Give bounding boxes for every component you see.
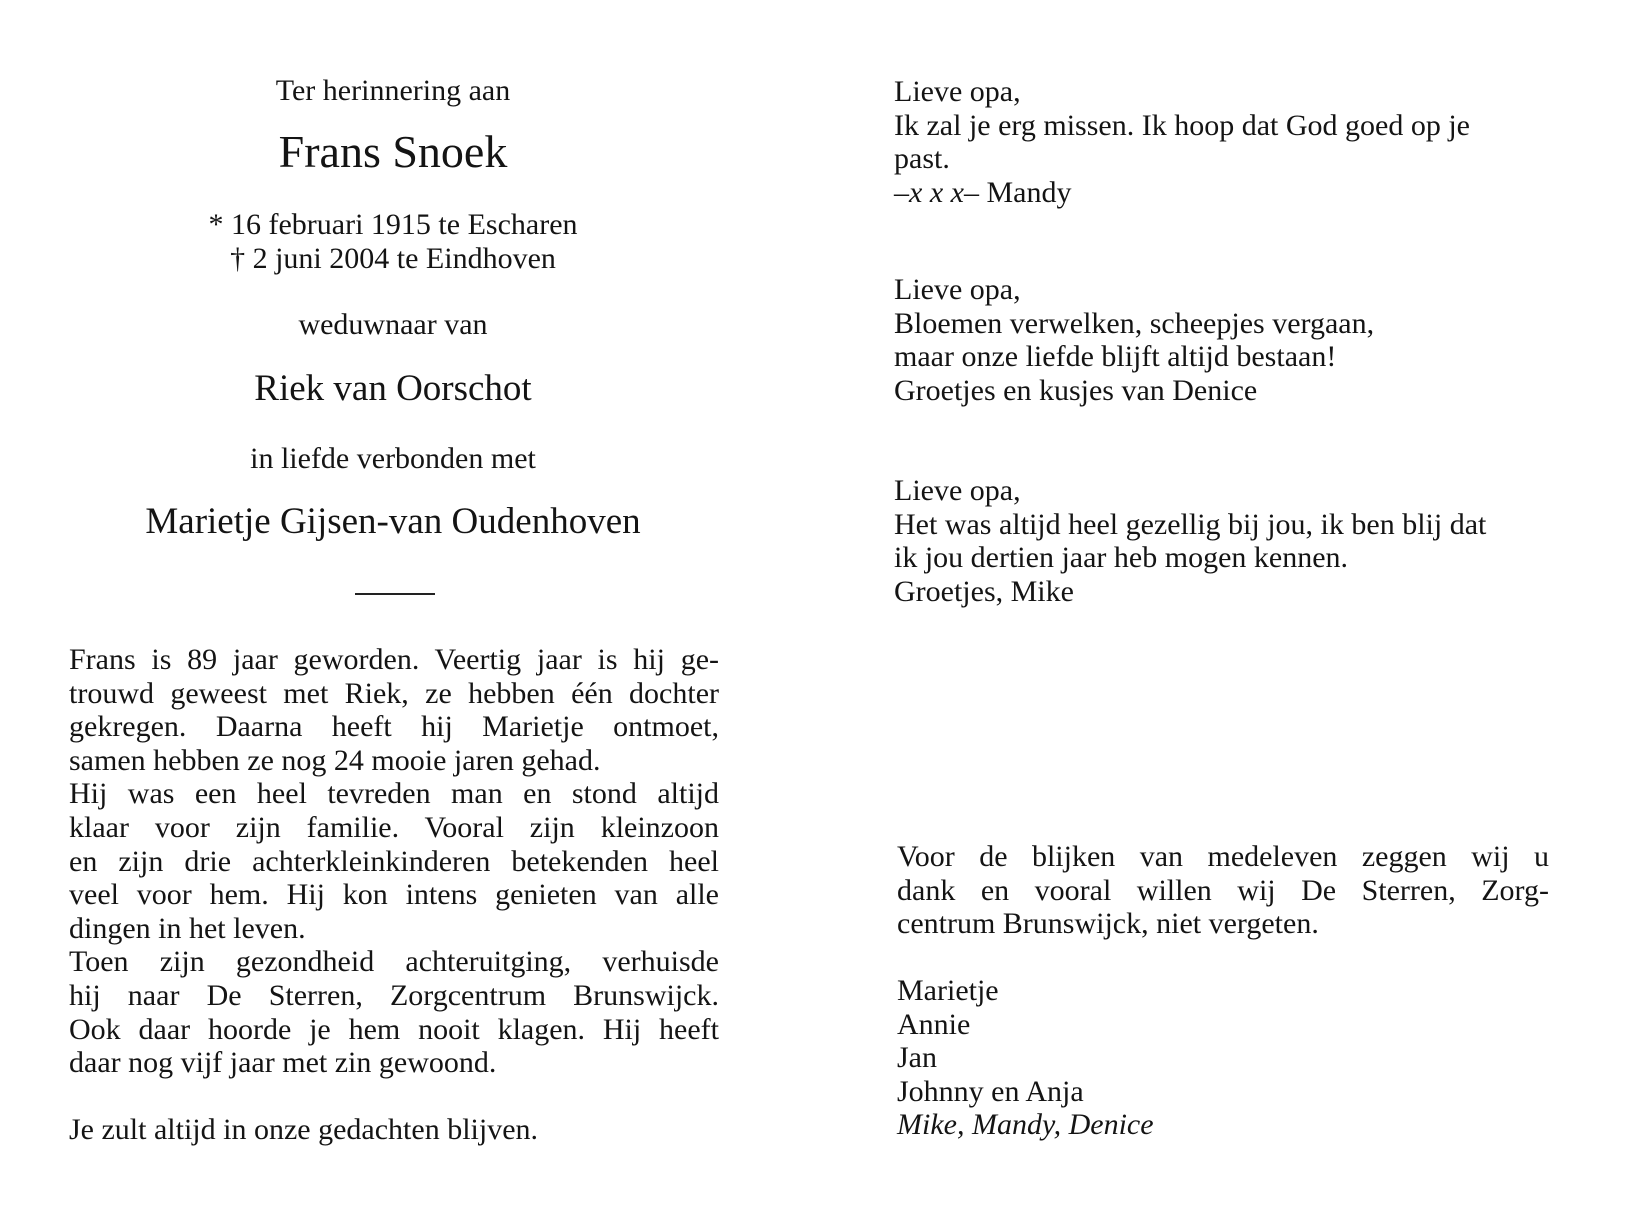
bio-line: dingen in het leven. — [69, 911, 306, 945]
message-line: past. — [894, 142, 950, 176]
message-mike — [894, 474, 1554, 608]
widower-block — [73, 308, 713, 342]
bio-line: Hij was een heel tevreden man en stond altijd — [69, 777, 719, 811]
widower-label: weduwnaar van — [298, 308, 488, 341]
spouse-block — [73, 366, 713, 412]
intro-text: Ter herinnering aan — [275, 74, 511, 107]
kisses: –x x x– — [894, 175, 979, 209]
message-line: ik jou dertien jaar heb mogen kennen. — [894, 541, 1349, 575]
greeting: Lieve opa, — [894, 474, 1021, 507]
family-member: Annie — [897, 1007, 971, 1041]
message-denice — [894, 273, 1554, 407]
bio-line: trouwd geweest met Riek, ze hebben één dochter — [69, 676, 719, 710]
message-line: Groetjes en kusjes van Denice — [894, 373, 1258, 407]
deceased-name: Frans Snoek — [278, 126, 508, 177]
biography — [69, 643, 719, 1147]
thanks-line: centrum Brunswijck, niet vergeten. — [897, 907, 1319, 941]
greeting: Lieve opa, — [894, 273, 1021, 306]
bio-line: samen hebben ze nog 24 mooie jaren gehad. — [69, 743, 601, 777]
bio-line: gekregen. Daarna heeft hij Marietje ontmoet, — [69, 710, 719, 744]
bio-line: Ook daar hoorde je hem nooit klagen. Hij heeft — [69, 1012, 719, 1046]
thanks-line: dank en vooral willen wij De Sterren, Zorg- — [897, 873, 1549, 907]
signature-name: Mandy — [978, 175, 1072, 209]
deceased-name-block — [73, 124, 713, 180]
message-line: Bloemen verwelken, scheepjes vergaan, — [894, 306, 1375, 340]
partner-name: Marietje Gijsen-van Oudenhoven — [145, 501, 641, 542]
signature — [894, 176, 1554, 210]
message-mandy — [894, 75, 1554, 209]
grandchildren: Mike, Mandy, Denice — [897, 1108, 1154, 1142]
thanks-line: Voor de blijken van medeleven zeggen wij u — [897, 840, 1549, 873]
greeting: Lieve opa, — [894, 75, 1021, 108]
message-line: maar onze liefde blijft altijd bestaan! — [894, 340, 1337, 374]
bio-line: klaar voor zijn familie. Vooral zijn kleinzoon — [69, 810, 719, 844]
dates-block — [73, 208, 713, 275]
family-signatures — [897, 974, 1549, 1142]
spouse-name: Riek van Oorschot — [254, 368, 532, 409]
bonded-label: in liefde verbonden met — [250, 442, 536, 475]
bio-line: hij naar De Sterren, Zorgcentrum Brunswijck. — [69, 978, 719, 1012]
bio-line: daar nog vijf jaar met zin gewoond. — [69, 1046, 497, 1080]
message-line: Het was altijd heel gezellig bij jou, ik ben blij dat — [894, 507, 1487, 541]
thanks-block — [897, 840, 1549, 941]
message-line: Groetjes, Mike — [894, 574, 1074, 608]
header-section — [73, 74, 713, 108]
family-member: Johnny en Anja — [897, 1074, 1084, 1108]
bio-line: Toen zijn gezondheid achteruitging, verhuisde — [69, 945, 719, 979]
family-member: Marietje — [897, 974, 999, 1007]
bio-line: veel voor hem. Hij kon intens genieten van alle — [69, 878, 719, 912]
bonded-block — [73, 442, 713, 476]
divider-rule — [355, 593, 435, 595]
family-member: Jan — [897, 1041, 937, 1075]
birth-date: * 16 februari 1915 te Escharen — [208, 208, 578, 241]
message-line: Ik zal je erg missen. Ik hoop dat God goed op je — [894, 108, 1470, 142]
closing-line: Je zult altijd in onze gedachten blijven. — [69, 1113, 539, 1147]
partner-block — [73, 499, 713, 545]
bio-line: en zijn drie achterkleinkinderen betekenden heel — [69, 844, 719, 878]
death-date: † 2 juni 2004 te Eindhoven — [230, 241, 556, 275]
bio-line: Frans is 89 jaar geworden. Veertig jaar is hij ge- — [69, 643, 719, 676]
